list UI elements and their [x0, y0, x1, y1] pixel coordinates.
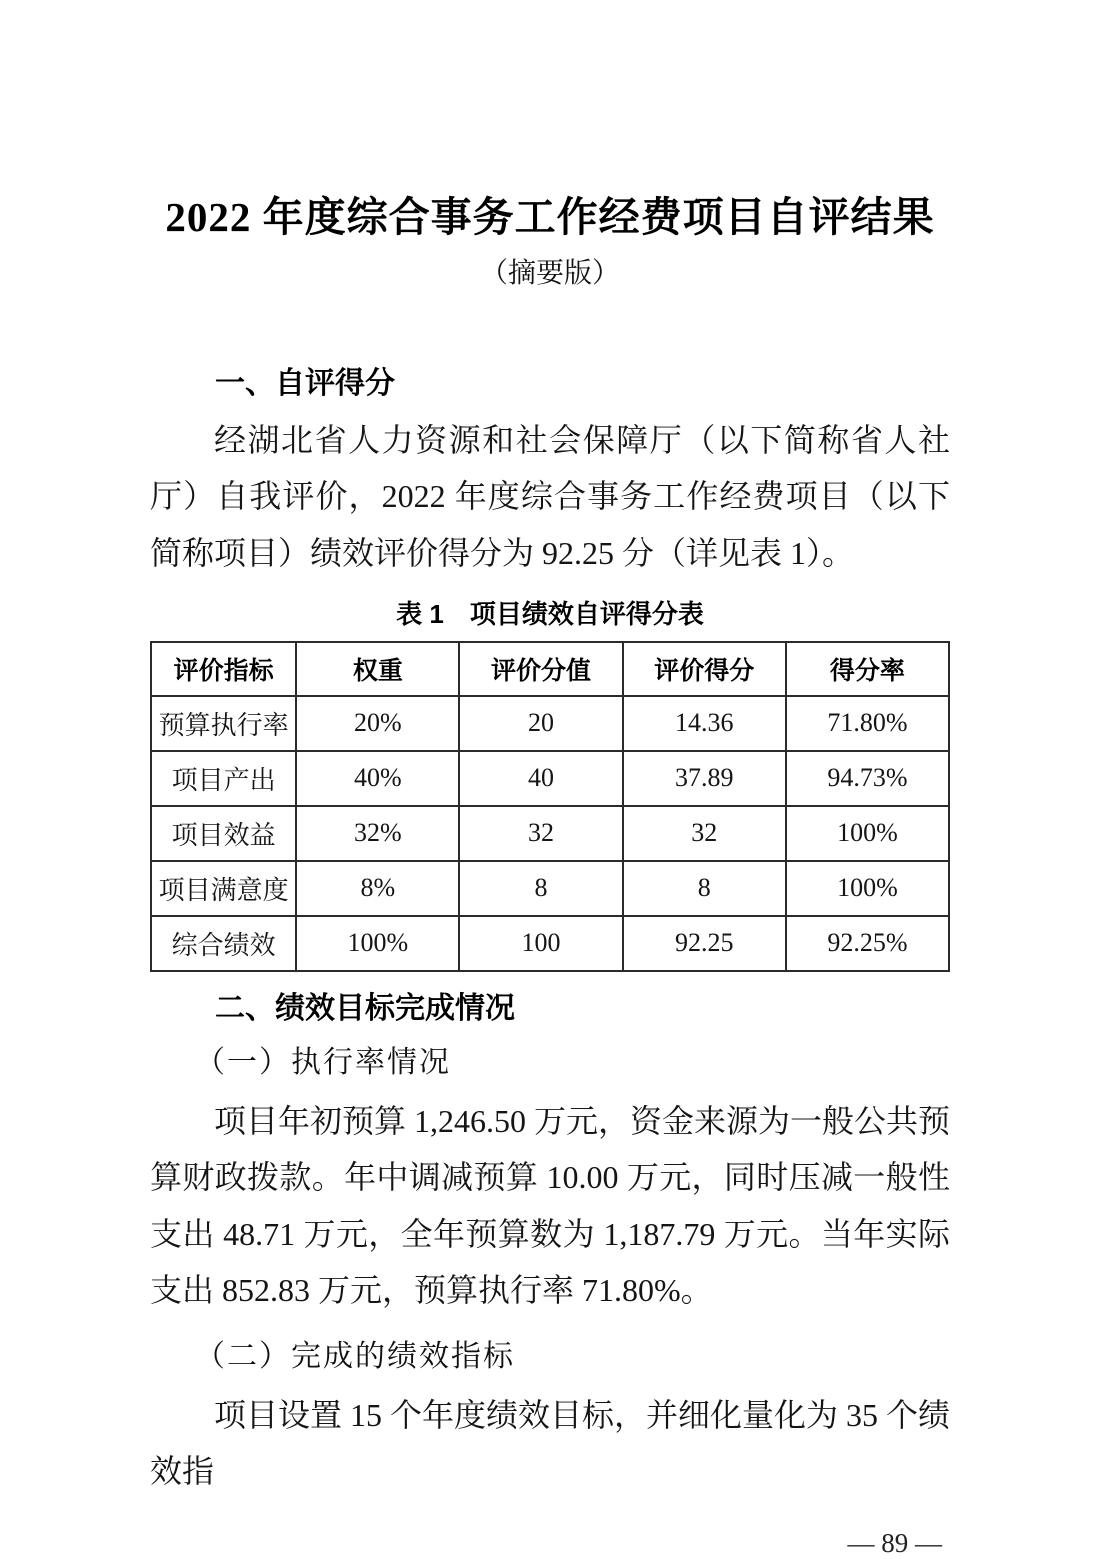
table-cell: 8 [623, 861, 786, 916]
page-number: — 89 — [847, 1527, 942, 1558]
header-cell-weight: 权重 [296, 642, 459, 696]
execution-rate-paragraph: 项目年初预算 1,246.50 万元，资金来源为一般公共预算财政拨款。年中调减预算 10.00 万元，同时压减一般性支出 48.71 万元，全年预算数为 1,187.79 万元。当年实际支出 852.83 万元，预算执行率 71.80%。 [150, 1102, 951, 1309]
table-cell: 71.80% [786, 696, 949, 751]
table-cell: 预算执行率 [151, 696, 296, 751]
page-title: 2022 年度综合事务工作经费项目自评结果 [165, 194, 935, 240]
page-content [150, 0, 950, 1559]
table-cell: 100% [786, 806, 949, 861]
table-cell: 100 [459, 916, 622, 971]
table-cell: 92.25% [786, 916, 949, 971]
table-row [151, 861, 949, 916]
header-cell-score-rate: 得分率 [786, 642, 949, 696]
section-1-heading: 一、自评得分 [215, 366, 395, 400]
header-cell-score-value: 评价分值 [459, 642, 622, 696]
page-subtitle: （摘要版） [479, 258, 620, 290]
table-cell: 100% [296, 916, 459, 971]
table-cell: 40 [459, 751, 622, 806]
table-cell: 32 [459, 806, 622, 861]
table-cell: 94.73% [786, 751, 949, 806]
header-cell-score-gained: 评价得分 [623, 642, 786, 696]
subsection-2-heading: （二）完成的绩效指标 [195, 1339, 515, 1373]
table-row [151, 806, 949, 861]
table-cell: 8% [296, 861, 459, 916]
score-table [150, 641, 950, 972]
header-cell-indicator: 评价指标 [151, 642, 296, 696]
table-cell: 40% [296, 751, 459, 806]
table-cell: 8 [459, 861, 622, 916]
table-row [151, 916, 949, 971]
table-cell: 项目产出 [151, 751, 296, 806]
table-cell: 14.36 [623, 696, 786, 751]
table-row [151, 696, 949, 751]
table-cell: 32% [296, 806, 459, 861]
table-cell: 20% [296, 696, 459, 751]
table-cell: 20 [459, 696, 622, 751]
section-1-paragraph: 经湖北省人力资源和社会保障厅（以下简称省人社厅）自我评价，2022 年度综合事务工作经费项目（以下简称项目）绩效评价得分为 92.25 分（详见表 1）。 [150, 421, 950, 571]
table-header-row [151, 642, 949, 696]
table-cell: 综合绩效 [151, 916, 296, 971]
table-1-caption: 表 1 项目绩效自评得分表 [396, 599, 704, 630]
table-cell: 100% [786, 861, 949, 916]
section-2-heading: 二、绩效目标完成情况 [215, 991, 515, 1025]
table-cell: 92.25 [623, 916, 786, 971]
table-cell: 32 [623, 806, 786, 861]
table-row [151, 751, 949, 806]
table-cell: 37.89 [623, 751, 786, 806]
table-cell: 项目效益 [151, 806, 296, 861]
subsection-1-heading: （一）执行率情况 [195, 1045, 451, 1079]
table-cell: 项目满意度 [151, 861, 296, 916]
indicators-paragraph: 项目设置 15 个年度绩效目标，并细化量化为 35 个绩效指 [150, 1396, 951, 1490]
